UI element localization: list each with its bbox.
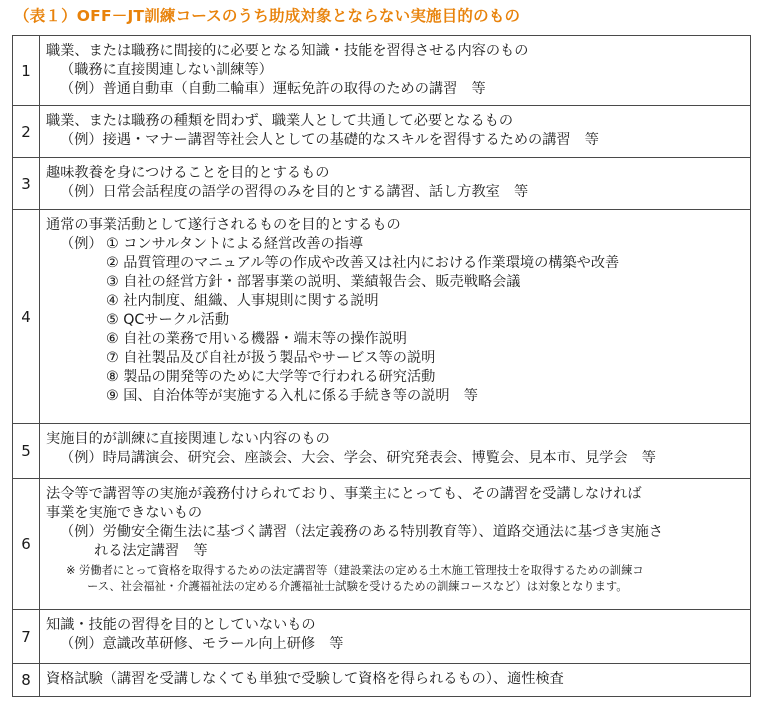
row-description: 知識・技能の習得を目的としていないもの (46, 617, 316, 633)
row-footnote (46, 563, 744, 595)
row-content (40, 158, 751, 210)
row-example: （例）接遇・マナー講習等社会人としての基礎的なスキルを習得するための講習 等 (60, 132, 599, 148)
example-items (106, 235, 619, 406)
row-number: 8 (13, 664, 40, 697)
row-description: 通常の事業活動として遂行されるものを目的とするもの (46, 217, 401, 233)
list-item: ⑨ 国、自治体等が実施する入札に係る手続き等の説明 等 (106, 388, 478, 404)
row-example: （例）労働安全衛生法に基づく講習（法定義務のある特別教育等）、道路交通法に基づき実施さ (60, 524, 663, 540)
row-description: 法令等で講習等の実施が義務付けられており、事業主にとっても、その講習を受講しなければ (46, 486, 642, 502)
row-description: 趣味教養を身につけることを目的とするもの (46, 165, 330, 181)
list-item: ⑥ 自社の業務で用いる機器・端末等の操作説明 (106, 331, 407, 347)
list-item: ① コンサルタントによる経営改善の指導 (106, 236, 364, 252)
example-list (46, 235, 744, 406)
list-item: ④ 社内制度、組織、人事規則に関する説明 (106, 293, 379, 309)
list-item: ⑤ QCサークル活動 (106, 312, 230, 328)
row-content (40, 479, 751, 610)
row-example: （例）時局講演会、研究会、座談会、大会、学会、研究発表会、博覧会、見本市、見学会 等 (60, 450, 656, 466)
row-example-cont: れる法定講習 等 (94, 543, 208, 559)
row-example: （例）普通自動車（自動二輪車）運転免許の取得のための講習 等 (60, 81, 486, 97)
row-content (40, 664, 751, 697)
footnote-line: ース、社会福祉・介護福祉法の定める介護福祉士試験を受けるための訓練コースなど）は対象となります。 (87, 580, 628, 593)
table-row (13, 36, 751, 106)
exclusion-table (12, 35, 751, 697)
example-label: （例） (60, 236, 103, 252)
list-item: ⑦ 自社製品及び自社が扱う製品やサービス等の説明 (106, 350, 436, 366)
row-example: （例）意識改革研修、モラール向上研修 等 (60, 636, 344, 652)
row-number: 5 (13, 424, 40, 479)
row-content (40, 36, 751, 106)
table-title: （表１）OFF－JT訓練コースのうち助成対象とならない実施目的のもの (14, 7, 521, 25)
row-number: 2 (13, 106, 40, 158)
table-row (13, 479, 751, 610)
row-note: （職務に直接関連しない訓練等） (60, 62, 273, 78)
row-description-cont: 事業を実施できないもの (46, 505, 203, 521)
row-number: 6 (13, 479, 40, 610)
row-content (40, 210, 751, 424)
row-description: 資格試験（講習を受講しなくても単独で受験して資格を得られるもの）、適性検査 (46, 671, 564, 687)
table-row (13, 610, 751, 664)
list-item: ⑧ 製品の開発等のために大学等で行われる研究活動 (106, 369, 436, 385)
row-content (40, 106, 751, 158)
row-example: （例）日常会話程度の語学の習得のみを目的とする講習、話し方教室 等 (60, 184, 529, 200)
row-number: 3 (13, 158, 40, 210)
table-row (13, 158, 751, 210)
row-description: 実施目的が訓練に直接関連しない内容のもの (46, 431, 330, 447)
row-content (40, 610, 751, 664)
footnote-line: ※ 労働者にとって資格を取得するための法定講習等（建設業法の定める土木施工管理技士を取得するための訓練コ (66, 564, 644, 577)
list-item: ② 品質管理のマニュアル等の作成や改善又は社内における作業環境の構築や改善 (106, 255, 620, 271)
row-number: 4 (13, 210, 40, 424)
list-item: ③ 自社の経営方針・部署事業の説明、業績報告会、販売戦略会議 (106, 274, 521, 290)
table-row (13, 106, 751, 158)
table-row (13, 424, 751, 479)
table-row (13, 210, 751, 424)
row-description: 職業、または職務の種類を問わず、職業人として共通して必要となるもの (46, 113, 514, 129)
row-content (40, 424, 751, 479)
row-number: 7 (13, 610, 40, 664)
table-row (13, 664, 751, 697)
row-number: 1 (13, 36, 40, 106)
row-description: 職業、または職務に間接的に必要となる知識・技能を習得させる内容のもの (46, 43, 529, 59)
